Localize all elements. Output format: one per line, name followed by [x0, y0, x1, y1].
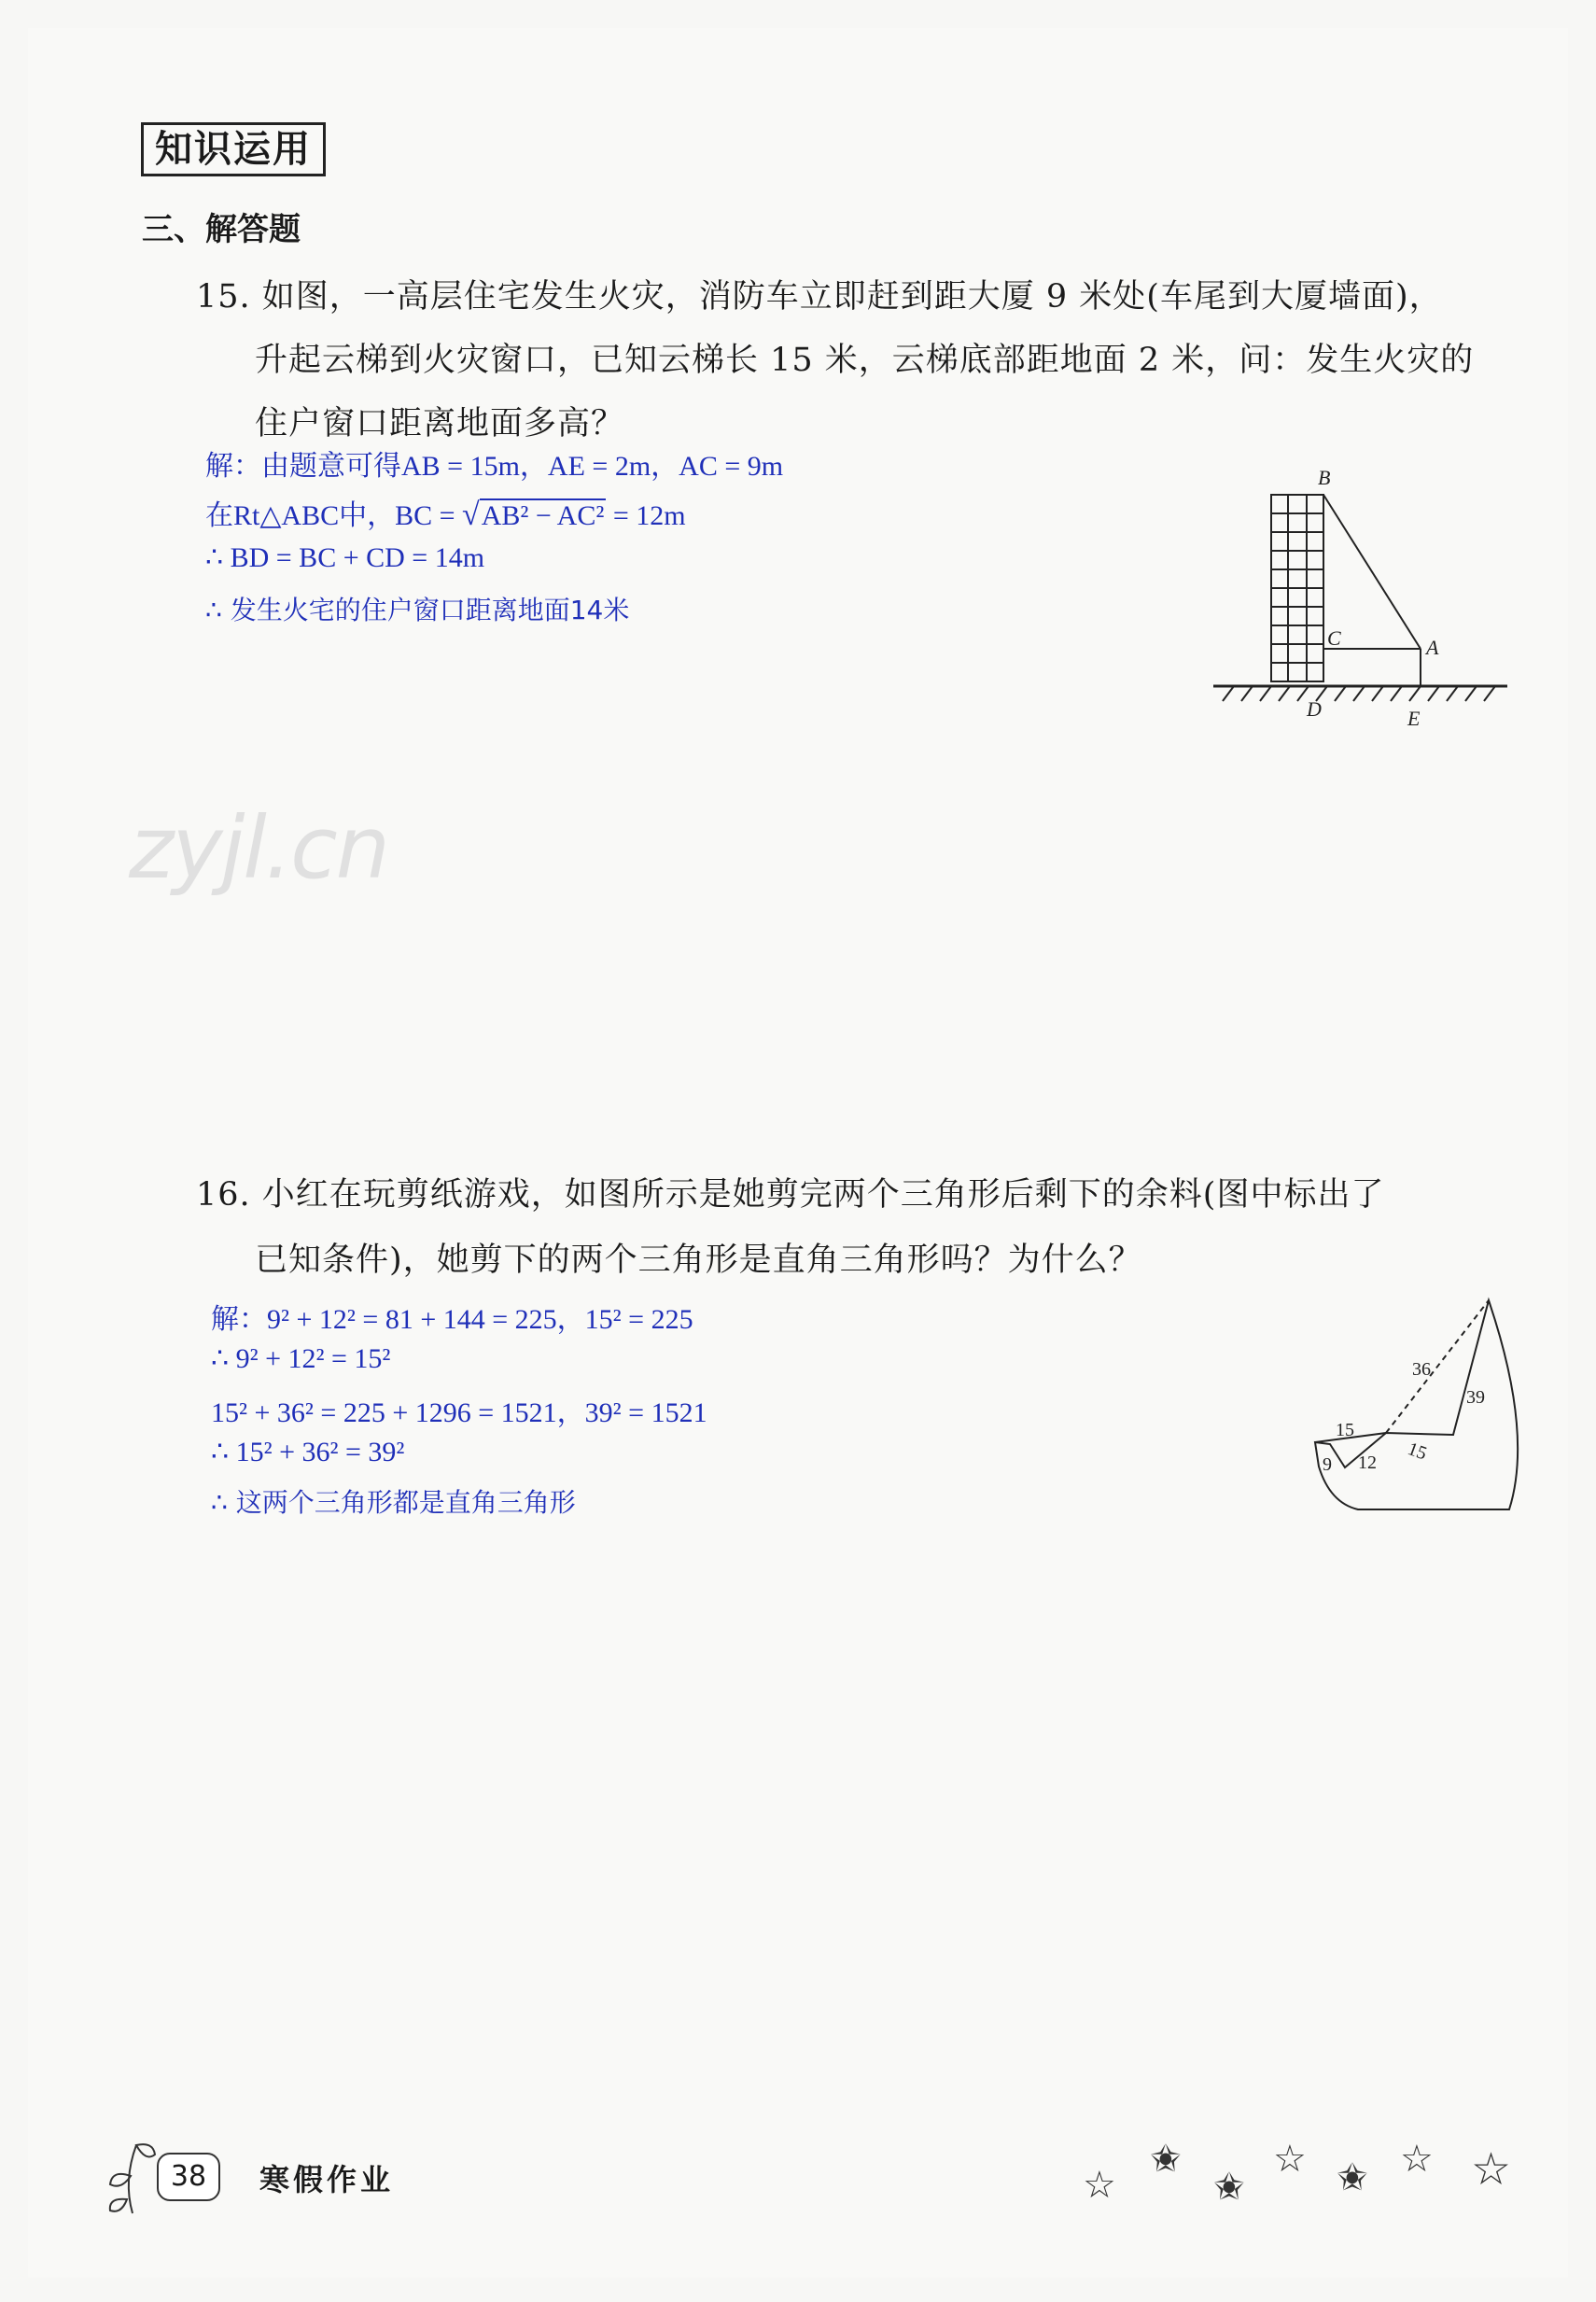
q15-building-figure [1213, 462, 1521, 742]
q15-line3: 住户窗口距离地面多高？ [255, 405, 625, 442]
q15-answer-line4: ∴ 发生火宅的住户窗口距离地面14米 [205, 595, 630, 625]
q16-answer-line4: ∴ 15² + 36² = 39² [211, 1437, 405, 1467]
q16-paper-figure [1302, 1293, 1526, 1517]
part-title: 三、解答题 [142, 211, 301, 248]
q15-answer-radicand: AB² − AC² [481, 500, 605, 531]
q16-answer-line3: 15² + 36² = 225 + 1296 = 1521，39² = 1521 [211, 1397, 707, 1428]
footer-label: 寒假作业 [259, 2162, 395, 2197]
label-15-right: 15 [1405, 1439, 1430, 1465]
q16-answer-line2: ∴ 9² + 12² = 15² [211, 1343, 391, 1374]
label-D: D [1307, 697, 1322, 721]
star-icon: ☆ [1273, 2138, 1307, 2181]
label-12: 12 [1358, 1453, 1377, 1473]
q15-answer-line3: ∴ BD = BC + CD = 14m [205, 542, 485, 573]
sqrt-sign: √ [462, 498, 480, 532]
q16-answer-line5: ∴ 这两个三角形都是直角三角形 [211, 1487, 576, 1518]
page-number: 38 [157, 2153, 220, 2201]
q15-answer-line1: 解：由题意可得AB = 15m，AE = 2m，AC = 9m [205, 451, 784, 482]
q16-answer-line1: 解：9² + 12² = 81 + 144 = 225，15² = 225 [211, 1304, 693, 1335]
footer-leaf-icon [105, 2134, 161, 2218]
watermark: zyjl.cn [129, 798, 388, 898]
side-36-dashed [1386, 1300, 1489, 1433]
q15-line2: 升起云梯到火灾窗口，已知云梯长 15 米，云梯底部距地面 2 米，问：发生火灾的 [255, 342, 1475, 379]
q15-line1: 15. 如图，一高层住宅发生火灾，消防车立即赶到距大厦 9 米处(车尾到大厦墙面)， [196, 278, 1443, 316]
label-C: C [1327, 626, 1341, 650]
label-36: 36 [1412, 1359, 1431, 1380]
label-15-top: 15 [1336, 1420, 1354, 1440]
star-icon: ✬ [1337, 2156, 1368, 2199]
star-icon: ✬ [1150, 2138, 1182, 2181]
star-icon: ✬ [1213, 2166, 1245, 2209]
star-icon: ☆ [1471, 2143, 1512, 2196]
q15-answer-line2-suffix: = 12m [606, 500, 686, 531]
q16-line2: 已知条件)，她剪下的两个三角形是直角三角形吗？为什么？ [255, 1242, 1142, 1279]
label-B: B [1318, 466, 1331, 489]
star-icon: ☆ [1400, 2138, 1434, 2181]
star-icon: ☆ [1083, 2164, 1116, 2207]
q15-answer-line2-prefix: 在Rt△ABC中，BC = [205, 500, 463, 531]
label-39: 39 [1466, 1387, 1485, 1408]
label-E: E [1407, 707, 1421, 730]
paper-outline [1315, 1300, 1518, 1509]
section-heading-box: 知识运用 [141, 122, 326, 176]
q15-answer-line2 [205, 492, 686, 533]
label-9: 9 [1323, 1454, 1332, 1475]
q16-line1: 16. 小红在玩剪纸游戏，如图所示是她剪完两个三角形后剩下的余料(图中标出了 [196, 1176, 1385, 1214]
label-A: A [1426, 636, 1439, 659]
